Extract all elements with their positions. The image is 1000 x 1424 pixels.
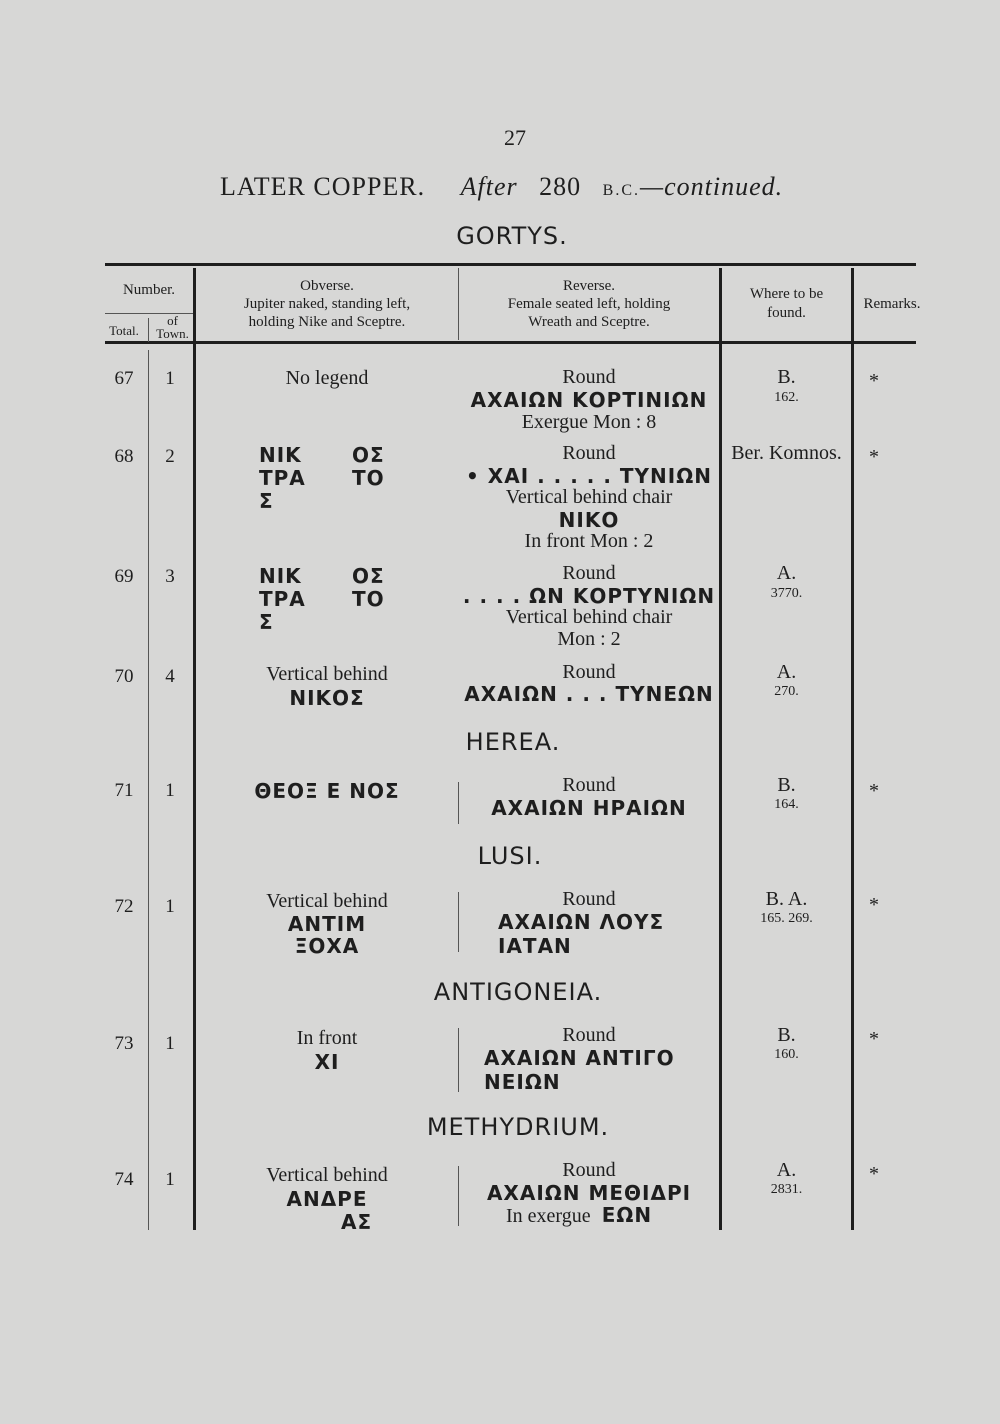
cell-total: 68 <box>114 446 134 467</box>
cell-total: 67 <box>114 368 134 389</box>
obverse-desc-2: holding Nike and Sceptre. <box>248 314 406 330</box>
heading-bc: B.C. <box>602 182 640 199</box>
cell-obverse-left <box>259 565 306 634</box>
cell-where: B. <box>777 366 796 388</box>
cell-reverse-legend: ΑΧΑΙΩΝ ΗΡΑΙΩΝ <box>491 796 687 820</box>
cell-town: 1 <box>165 780 175 801</box>
cell-where: B. <box>777 774 796 796</box>
cell-town: 1 <box>165 368 175 389</box>
section-herea: HEREA. <box>465 728 561 756</box>
cell-town: 1 <box>165 896 175 917</box>
obverse-legend: Σ <box>259 489 274 513</box>
section-antigoneia: ANTIGONEIA. <box>433 978 603 1006</box>
cell-remark: * <box>869 370 879 392</box>
reverse-legend: ΑΧΑΙΩΝ ΑΝΤΙΓΟ <box>484 1046 675 1070</box>
cell-reverse-exergue <box>506 1203 652 1228</box>
obverse-desc-1: Jupiter naked, standing left, <box>243 296 411 312</box>
cell-total: 72 <box>114 896 134 917</box>
cell-reverse-line: Exergue Mon : 8 <box>521 411 657 433</box>
header-of: of <box>167 313 178 328</box>
obverse-legend: ΤΡΑ <box>259 587 306 611</box>
cell-remark: * <box>869 894 879 916</box>
cell-where: B. A. <box>765 888 808 910</box>
cell-reverse-line: Vertical behind chair <box>505 486 673 508</box>
cell-where-ref: 270. <box>774 684 799 699</box>
obverse-legend: ΤΟ <box>352 466 385 490</box>
reverse-exergue-label: In exergue <box>506 1205 591 1227</box>
cell-reverse-line: Round <box>562 366 616 388</box>
cell-town: 4 <box>165 666 175 687</box>
obverse-legend: ΟΣ <box>352 564 385 588</box>
obverse-title: Obverse. <box>300 278 354 294</box>
section-gortys: GORTYS. <box>456 222 568 250</box>
cell-reverse-legend: ΝΙΚΟ <box>558 508 620 532</box>
cell-where: B. <box>777 1024 796 1046</box>
col-rule-town-head <box>148 318 149 342</box>
cell-total: 69 <box>114 566 134 587</box>
table-top-rule <box>105 263 916 266</box>
col-rule-town <box>148 350 149 1230</box>
cell-obverse-legend: ΘΕΟΞ Ε ΝΟΣ <box>254 779 400 803</box>
cell-reverse-legend: ΑΧΑΙΩΝ . . . ΤΥΝΕΩΝ <box>464 682 714 706</box>
header-remarks: Remarks. <box>863 296 921 312</box>
heading-continued: —continued. <box>640 172 784 201</box>
cell-remark: * <box>869 780 879 802</box>
cell-obverse-legend: ΞΟΧΑ <box>294 934 360 958</box>
obverse-legend: ΟΣ <box>352 443 385 467</box>
cell-town: 2 <box>165 446 175 467</box>
obverse-legend: ΤΟ <box>352 587 385 611</box>
cell-reverse-line: Round <box>562 661 616 683</box>
section-lusi: LUSI. <box>477 842 543 870</box>
cell-where-ref: 165. 269. <box>760 911 813 926</box>
cell-reverse-line: Round <box>562 1159 616 1181</box>
cell-where-ref: 160. <box>774 1047 799 1062</box>
cell-reverse-line: Round <box>562 774 616 796</box>
cell-town: 1 <box>165 1169 175 1190</box>
cell-obverse: Vertical behind <box>266 1164 388 1186</box>
table-header-rule <box>105 341 916 344</box>
cell-obverse-legend: ΑΝΤΙΜ <box>287 912 367 936</box>
cell-remark: * <box>869 1163 879 1185</box>
page-heading <box>220 172 783 202</box>
header-obverse <box>196 277 458 331</box>
obverse-legend: ΤΡΑ <box>259 466 306 490</box>
cell-obverse: Vertical behind <box>266 890 388 912</box>
cell-total: 70 <box>114 666 134 687</box>
heading-after: After <box>460 172 518 201</box>
cell-where-ref: 162. <box>774 390 799 405</box>
cell-obverse-left <box>259 444 306 513</box>
cell-reverse-line: Round <box>562 562 616 584</box>
cell-town: 1 <box>165 1033 175 1054</box>
cell-reverse-line: Vertical behind chair <box>505 606 673 628</box>
cell-where-ref: 3770. <box>770 586 803 601</box>
cell-reverse-line: Round <box>562 888 616 910</box>
cell-total: 71 <box>114 780 134 801</box>
cell-reverse-line: Mon : 2 <box>557 628 621 650</box>
where-1: Where to be <box>749 286 824 302</box>
cell-total: 74 <box>114 1169 134 1190</box>
header-where <box>722 285 851 323</box>
cell-reverse-legend <box>484 1046 675 1094</box>
heading-year: 280 <box>539 172 582 201</box>
header-reverse <box>459 277 719 331</box>
cell-where: A. <box>776 1159 797 1181</box>
cell-reverse-line: Round <box>562 442 616 464</box>
cell-remark: * <box>869 446 879 468</box>
cell-obverse: Vertical behind <box>266 663 388 685</box>
obverse-legend: ΝΙΚ <box>259 443 302 467</box>
cell-where-ref: 2831. <box>770 1182 803 1197</box>
cell-remark: * <box>869 1028 879 1050</box>
cell-reverse-legend: ΑΧΑΙΩΝ ΚΟΡΤΙΝΙΩΝ <box>470 388 708 412</box>
cell-town: 3 <box>165 566 175 587</box>
cell-obverse: In front <box>296 1027 358 1049</box>
cell-obverse-legend: ΧΙ <box>314 1050 340 1074</box>
cell-obverse-legend: ΑΝΔΡΕ <box>286 1187 368 1211</box>
header-of-town <box>150 314 195 340</box>
reverse-legend: ΕΩΝ <box>601 1203 653 1227</box>
obverse-legend: Σ <box>259 610 274 634</box>
cell-obverse-right <box>352 444 385 490</box>
reverse-desc-1: Female seated left, holding <box>507 296 671 312</box>
cell-where: Ber. Komnos. <box>731 442 842 464</box>
reverse-legend: ΑΧΑΙΩΝ ΛΟΥΣ <box>498 910 665 934</box>
cell-obverse-legend: ΑΣ <box>341 1210 373 1234</box>
header-total: Total. <box>109 323 139 338</box>
reverse-legend: ΙΑΤΑΝ <box>498 934 572 958</box>
obverse-legend: ΝΙΚ <box>259 564 302 588</box>
cell-reverse-line: In front Mon : 2 <box>524 530 654 552</box>
page-number: 27 <box>504 125 526 150</box>
cell-reverse-legend <box>498 910 664 958</box>
reverse-title: Reverse. <box>562 278 616 294</box>
cell-where: A. <box>776 562 797 584</box>
section-methydrium: METHYDRIUM. <box>426 1113 610 1141</box>
header-number: Number. <box>122 282 176 298</box>
cell-total: 73 <box>114 1033 134 1054</box>
cell-obverse: No legend <box>285 367 369 389</box>
cell-reverse-line: Round <box>562 1024 616 1046</box>
cell-reverse-legend: • ΧΑΙ . . . . . ΤΥΝΙΩΝ <box>466 464 712 488</box>
cell-where-ref: 164. <box>774 797 799 812</box>
cell-obverse-right <box>352 565 385 611</box>
reverse-desc-2: Wreath and Sceptre. <box>528 314 650 330</box>
where-2: found. <box>767 305 806 321</box>
cell-obverse-legend: ΝΙΚΟΣ <box>289 686 365 710</box>
reverse-legend: ΝΕΙΩΝ <box>484 1070 561 1094</box>
cell-reverse-legend: . . . . ΩΝ ΚΟΡΤΥΝΙΩΝ <box>462 584 716 608</box>
header-town: Town. <box>156 326 189 341</box>
heading-title: LATER COPPER. <box>220 172 426 201</box>
cell-where: A. <box>776 661 797 683</box>
cell-reverse-legend: ΑΧΑΙΩΝ ΜΕΘΙΔΡΙ <box>486 1181 692 1205</box>
